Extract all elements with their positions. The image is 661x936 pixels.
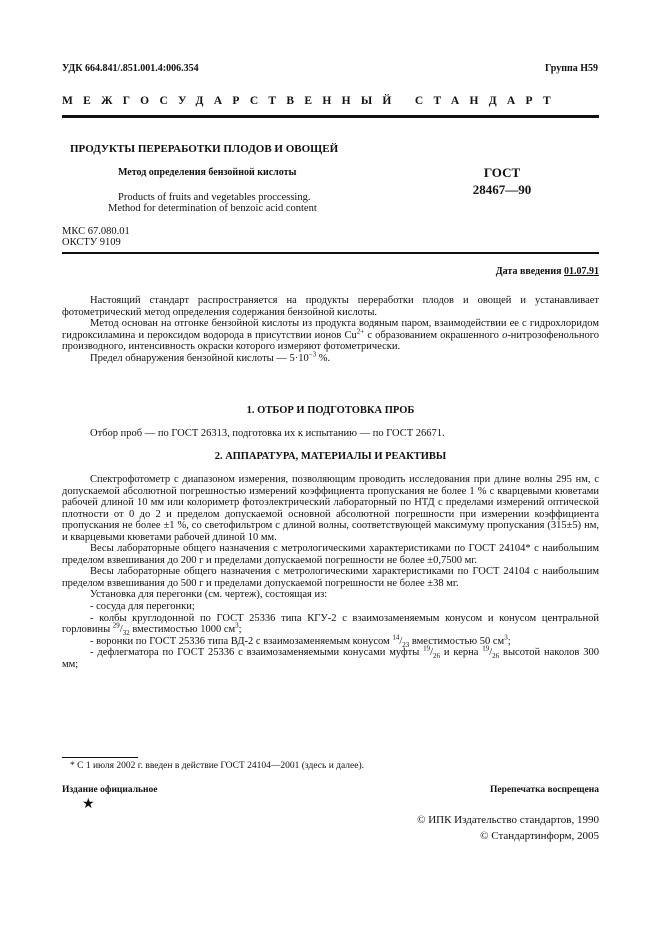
top-rule — [62, 115, 599, 118]
section-1 — [62, 405, 599, 417]
intro-paragraph-3: Предел обнаружения бензойной кислоты — $5\cdot 10^{-3}$ %. — [90, 350, 331, 364]
english-title-line-1: Products of fruits and vegetables proccessing. — [118, 192, 311, 203]
section-2-heading: 2. АППАРАТУРА, МАТЕРИАЛЫ И РЕАКТИВЫ — [214, 451, 447, 462]
intro-paragraph-1: Настоящий стандарт распространяется на продукты переработки плодов и овощей и устанавливает фотометрический метод определения содержания бензойной кислоты. — [62, 295, 599, 318]
section-2-body — [62, 474, 599, 670]
section-1-heading: 1. ОТБОР И ПОДГОТОВКА ПРОБ — [246, 405, 415, 416]
classification-codes — [62, 226, 130, 248]
copyright-block — [417, 812, 599, 844]
star-icon: ★ — [82, 797, 95, 812]
section-2-paragraph-3: Весы лабораторные общего назначения с метрологическими характеристиками по ГОСТ 24104 с наибольшим пределом взвешивания до 500 г и пределами допускаемой погрешности не более ±38 мг. — [62, 566, 599, 589]
section-1-body — [62, 428, 599, 440]
copyright-2: © Стандартинформ, 2005 — [480, 830, 599, 842]
section-2-item-1: - сосуда для перегонки; — [90, 601, 195, 613]
intro-date-value: 01.07.91 — [564, 266, 599, 277]
okstu-code: ОКСТУ 9109 — [62, 237, 121, 248]
intro-block — [62, 295, 599, 364]
section-1-paragraph-1: Отбор проб — по ГОСТ 26313, подготовка их к испытанию — по ГОСТ 26671. — [90, 428, 445, 439]
reprint-note: Перепечатка воспрещена — [489, 785, 599, 795]
title-rule — [62, 252, 599, 254]
footnote-rule — [62, 757, 138, 758]
section-2-paragraph-2: Весы лабораторные общего назначения с метрологическими характеристиками по ГОСТ 24104* с наибольшим пределом взвешивания до 200 г и пределами допускаемой погрешности не более ±0,7500 мг. — [62, 543, 599, 566]
gost-number: 28467—90 — [472, 182, 532, 197]
group-code: Группа Н59 — [545, 63, 598, 74]
gost-designation — [462, 164, 542, 198]
document-subtitle: Метод определения бензойной кислоты — [118, 167, 297, 178]
intro-paragraph-2: Метод основан на отгонке бензойной кислоты из продукта водяным паром, взаимодействии ее с гидрохлоридом гидроксиламина и пероксидом водорода в присутствии ионов $Cu^{2+}$ с образованием окрашенного о-нитрозофенольного производного, интенсивность окраски которого измеряют фотометрически. — [62, 318, 599, 353]
section-2-item-3: - воронки по ГОСТ 25336 типа ВД-2 с взаимозаменяемым конусом $^{14}/_{23}$ вместимостью 50 $см^3$; — [90, 633, 511, 649]
edition-note: Издание официальное — [62, 785, 158, 795]
section-2-paragraph-1: Спектрофотометр с диапазоном измерения, позволяющим проводить исследования при длине волны 295 нм, с допускаемой абсолютной погрешностью измерений коэффициента пропускания не более 1 % с кварцевыми кюветами рабочей длиной 10 мм или колориметр фотоэлектрический лабораторный по НТД с пределами измерений оптической плотности от 0 до 2 и пределом допускаемой основной абсолютной погрешности при измерении коэффициента пропускания не более ±1 %, со светофильтром с длиной волны, соответствующей максимуму пропускания (315±5) нм, и кварцевыми кюветами рабочей длиной 10 мм. — [62, 474, 599, 543]
section-2 — [62, 451, 599, 463]
gost-label: ГОСТ — [483, 165, 521, 180]
intro-date-label: Дата введения — [495, 266, 562, 277]
document-title: ПРОДУКТЫ ПЕРЕРАБОТКИ ПЛОДОВ И ОВОЩЕЙ — [70, 143, 339, 155]
english-title-line-2: Method for determination of benzoic acid content — [108, 203, 317, 214]
section-2-item-4: - дефлегматора по ГОСТ 25336 с взаимозаменяемыми конусами муфты $^{19}/_{26}$ и керна $^{19}/_{26}$ высотой наколов 300 мм; — [62, 644, 599, 670]
footnote: * С 1 июля 2002 г. введен в действие ГОСТ 24104—2001 (здесь и далее). — [70, 761, 365, 771]
mks-code: МКС 67.080.01 — [62, 226, 130, 237]
copyright-1: © ИПК Издательство стандартов, 1990 — [417, 814, 599, 826]
intro-date — [496, 266, 599, 277]
section-2-paragraph-4: Установка для перегонки (см. чертеж), состоящая из: — [90, 589, 328, 601]
section-2-item-2: - колбы круглодонной по ГОСТ 25336 типа КГУ-2 с взаимозаменяемым конусом и конусом центральной горловины $^{29}/_{32}$ вместимостью 1000 $см^3$; — [62, 612, 599, 638]
udk-code: УДК 664.841/.851.001.4:006.354 — [62, 63, 199, 74]
masthead: МЕЖГОСУДАРСТВЕННЫЙ СТАНДАРТ — [62, 95, 561, 107]
